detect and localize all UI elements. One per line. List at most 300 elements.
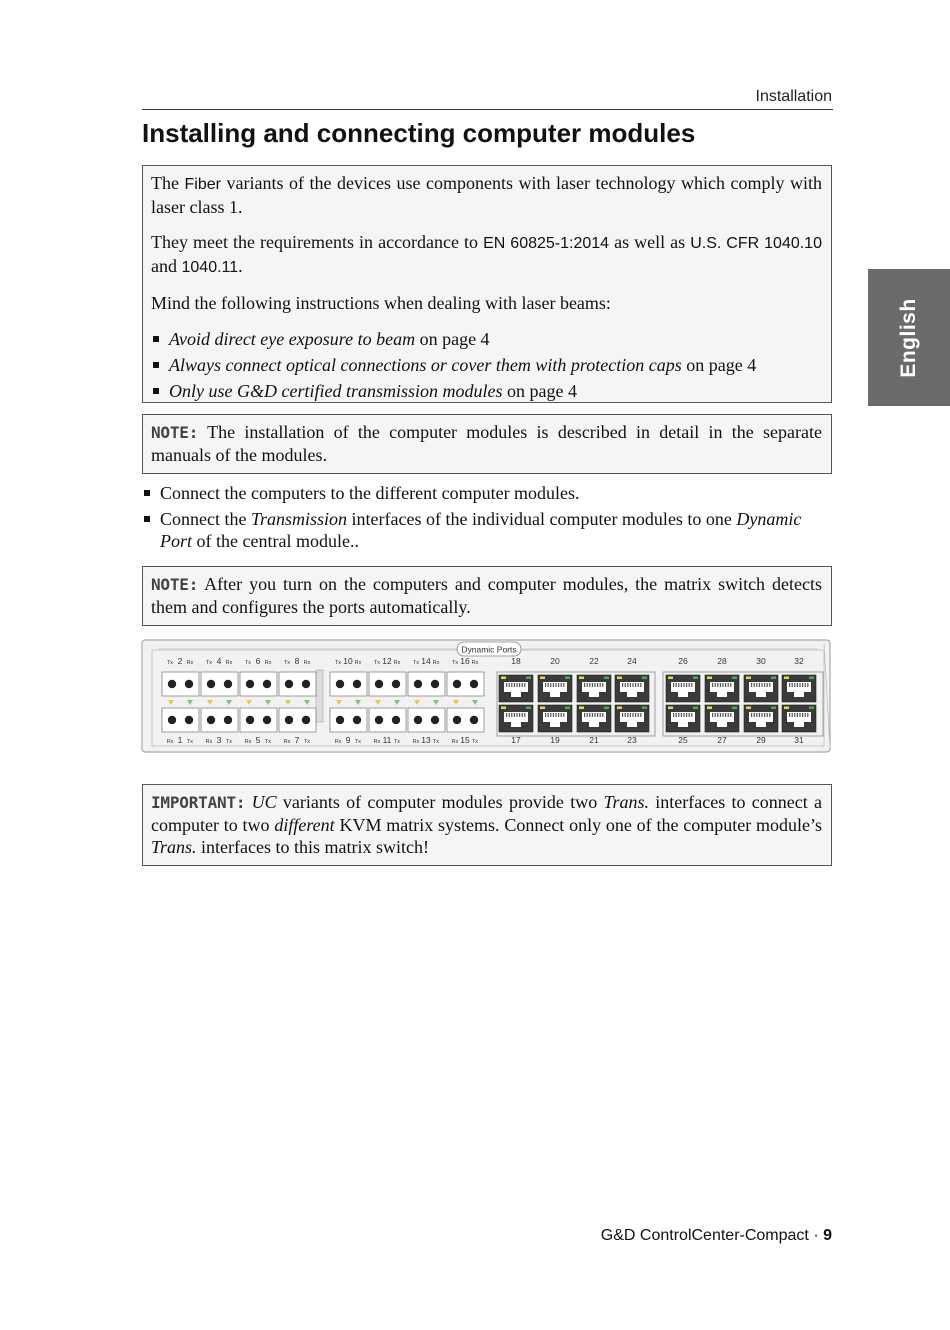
fiber-port-hole: [263, 680, 271, 688]
fiber-port-hole: [392, 680, 400, 688]
important-paragraph: [151, 791, 822, 858]
rj45-port-number-bottom: 25: [678, 735, 688, 745]
fiber-port-hole: [470, 680, 478, 688]
rj45-port-number-top: 24: [627, 656, 637, 666]
rj45-port-number-bottom: 17: [511, 735, 521, 745]
rj45-pin: [548, 713, 549, 717]
rj45-pin: [794, 683, 795, 687]
fiber-port-number-bottom: 11: [382, 735, 392, 745]
fiber-port-rx-label: Rx: [166, 739, 174, 745]
fiber-connector-top: [369, 672, 406, 696]
rj45-led-green: [642, 677, 647, 680]
rj45-pin: [764, 683, 765, 687]
rj45-pin: [561, 683, 562, 687]
rj45-pin: [767, 683, 768, 687]
rj45-pin: [799, 683, 800, 687]
cross-reference-link[interactable]: Avoid direct eye exposure to beam: [169, 329, 416, 349]
page-footer: [142, 1227, 832, 1245]
rj45-pin: [678, 683, 679, 687]
rj45-led-green: [565, 707, 570, 710]
rj45-pin: [792, 713, 793, 717]
fiber-port-hole: [453, 716, 461, 724]
rj45-latch-slot: [550, 692, 560, 697]
rj45-pin: [712, 713, 713, 717]
fiber-port-hole: [263, 716, 271, 724]
fiber-connector-top: [162, 672, 199, 696]
fiber-port-number-top: 8: [294, 656, 300, 666]
fiber-connector-bottom: [240, 708, 277, 732]
fiber-port-hole: [246, 716, 254, 724]
fiber-port-hole: [453, 680, 461, 688]
rj45-port-number-top: 20: [550, 656, 560, 666]
rj45-port-number-bottom: 29: [756, 735, 766, 745]
note-box-auto-config: [142, 566, 832, 626]
rj45-led-green: [604, 677, 609, 680]
rj45-pin: [767, 713, 768, 717]
fiber-port-hole: [431, 716, 439, 724]
fiber-port-rx-label: Rx: [303, 660, 311, 666]
rj45-pin: [511, 713, 512, 717]
rj45-latch-slot: [589, 722, 599, 727]
fiber-port-tx-label: Tx: [393, 739, 401, 745]
list-item: [151, 352, 822, 378]
rj45-pin: [622, 713, 623, 717]
rj45-pin: [717, 683, 718, 687]
rj45-pin: [759, 683, 760, 687]
rj45-pin: [553, 683, 554, 687]
rj45-pin: [802, 683, 803, 687]
laser-standards-paragraph: [151, 231, 822, 279]
rj45-led-yellow: [540, 677, 545, 680]
rj45-led-yellow: [617, 707, 622, 710]
rj45-led-yellow: [579, 677, 584, 680]
rj45-led-green: [642, 707, 647, 710]
fiber-connector-top: [408, 672, 445, 696]
rj45-latch-slot: [550, 722, 560, 727]
rj45-pin: [756, 683, 757, 687]
fiber-port-number-bottom: 9: [345, 735, 351, 745]
text: They meet the requirements in accordance to: [151, 232, 484, 252]
rj45-led-green: [526, 677, 531, 680]
rj45-latch-slot: [678, 722, 688, 727]
rj45-pin: [632, 713, 633, 717]
rj45-pin: [802, 713, 803, 717]
fiber-connector-top: [279, 672, 316, 696]
header-rule: [142, 109, 833, 110]
rj45-pin: [797, 713, 798, 717]
fiber-port-hole: [353, 716, 361, 724]
rj45-led-yellow: [668, 707, 673, 710]
rj45-pin: [683, 683, 684, 687]
rj45-pin: [587, 683, 588, 687]
rj45-pin: [511, 683, 512, 687]
fiber-port-hole: [302, 680, 310, 688]
rj45-pin: [764, 713, 765, 717]
fiber-port-hole: [414, 716, 422, 724]
fiber-connector-bottom: [447, 708, 484, 732]
rj45-latch-slot: [678, 692, 688, 697]
language-tab[interactable]: [868, 269, 950, 406]
laser-intro-paragraph: [151, 172, 822, 218]
fiber-port-hole: [414, 680, 422, 688]
page-number: 9: [823, 1227, 832, 1244]
rj45-led-yellow: [707, 707, 712, 710]
step-item: [142, 508, 832, 552]
rj45-pin: [751, 683, 752, 687]
fiber-port-rx-label: Rx: [283, 739, 291, 745]
note-paragraph: [151, 421, 822, 466]
fiber-port-hole: [168, 680, 176, 688]
rj45-led-green: [732, 707, 737, 710]
rj45-pin: [584, 683, 585, 687]
rj45-pin: [681, 683, 682, 687]
rj45-pin: [761, 683, 762, 687]
rj45-led-green: [565, 677, 570, 680]
page-title: Installing and connecting computer modules: [142, 118, 696, 148]
rj45-pin: [722, 683, 723, 687]
rj45-pin: [722, 713, 723, 717]
rj45-pin: [563, 683, 564, 687]
rj45-pin: [592, 713, 593, 717]
fiber-connector-top: [201, 672, 238, 696]
rj45-pin: [691, 713, 692, 717]
text: and: [151, 256, 182, 276]
fiber-port-rx-label: Rx: [244, 739, 252, 745]
rj45-led-yellow: [668, 677, 673, 680]
rj45-pin: [638, 713, 639, 717]
fiber-connector-bottom: [201, 708, 238, 732]
rj45-pin: [602, 683, 603, 687]
fiber-connector-bottom: [369, 708, 406, 732]
fiber-connector-bottom: [330, 708, 367, 732]
keyword-cfr-standard-2: 1040.11: [181, 259, 239, 276]
fiber-port-number-top: 16: [460, 656, 470, 666]
fiber-port-hole: [224, 680, 232, 688]
important-label: IMPORTANT:: [151, 793, 246, 812]
page-reference: on page 4: [681, 355, 757, 375]
rj45-pin: [622, 683, 623, 687]
rj45-pin: [686, 713, 687, 717]
rj45-pin: [558, 713, 559, 717]
fiber-port-tx-label: Tx: [412, 660, 420, 666]
fiber-port-rx-label: Rx: [471, 660, 479, 666]
rj45-pin: [625, 713, 626, 717]
rj45-pin: [597, 683, 598, 687]
rj45-pin: [678, 713, 679, 717]
rj45-pin: [638, 683, 639, 687]
term-dynamic-port: Dynamic Port: [160, 509, 802, 551]
rj45-latch-slot: [511, 692, 521, 697]
fiber-port-rx-label: Rx: [264, 660, 272, 666]
fiber-port-tx-label: Tx: [186, 739, 194, 745]
rj45-pin: [524, 713, 525, 717]
rj45-pin: [789, 713, 790, 717]
fiber-port-hole: [224, 716, 232, 724]
fiber-port-hole: [285, 716, 293, 724]
text: interfaces of the individual computer modules to one: [347, 509, 737, 529]
rj45-port-number-bottom: 21: [589, 735, 599, 745]
fiber-port-number-top: 2: [177, 656, 183, 666]
panel-divider-label-strip: [316, 670, 323, 722]
rj45-pin: [673, 713, 674, 717]
term-different: different: [274, 815, 335, 835]
rj45-pin: [550, 713, 551, 717]
fiber-port-number-bottom: 13: [421, 735, 431, 745]
fiber-port-hole: [375, 680, 383, 688]
keyword-en-standard: EN 60825-1:2014: [483, 235, 610, 252]
rj45-pin: [769, 683, 770, 687]
rj45-pin: [600, 683, 601, 687]
text: .: [238, 256, 243, 276]
rj45-led-green: [604, 707, 609, 710]
rj45-pin: [715, 713, 716, 717]
keyword-fiber: Fiber: [184, 176, 221, 193]
rj45-port-number-bottom: 31: [794, 735, 804, 745]
language-tab-label: English: [897, 297, 920, 378]
rj45-pin: [720, 713, 721, 717]
rj45-pin: [516, 683, 517, 687]
fiber-port-hole: [353, 680, 361, 688]
fiber-port-hole: [392, 716, 400, 724]
rj45-pin: [514, 683, 515, 687]
rj45-pin: [584, 713, 585, 717]
rj45-pin: [689, 713, 690, 717]
rj45-pin: [805, 713, 806, 717]
rj45-pin: [625, 683, 626, 687]
rj45-latch-slot: [794, 722, 804, 727]
rj45-led-green: [693, 677, 698, 680]
rj45-pin: [728, 713, 729, 717]
fiber-port-tx-label: Tx: [354, 739, 362, 745]
rj45-port-number-top: 18: [511, 656, 521, 666]
rj45-pin: [807, 683, 808, 687]
fiber-port-number-top: 6: [255, 656, 261, 666]
fiber-connector-bottom: [162, 708, 199, 732]
rj45-pin: [799, 713, 800, 717]
rj45-pin: [545, 713, 546, 717]
rj45-led-yellow: [501, 677, 506, 680]
text: KVM matrix systems. Connect only one of the computer module’s: [334, 815, 822, 835]
rj45-pin: [730, 713, 731, 717]
fiber-connector-bottom: [279, 708, 316, 732]
cross-reference-link[interactable]: Only use G&D certified transmission modules: [169, 381, 503, 401]
fiber-port-hole: [336, 716, 344, 724]
rj45-pin: [797, 683, 798, 687]
fiber-port-hole: [207, 680, 215, 688]
fiber-port-rx-label: Rx: [186, 660, 194, 666]
rj45-pin: [673, 683, 674, 687]
fiber-port-number-top: 4: [216, 656, 222, 666]
text: of the central module..: [192, 531, 359, 551]
rj45-pin: [754, 713, 755, 717]
rj45-pin: [561, 713, 562, 717]
device-front-panel-illustration: [140, 636, 834, 756]
important-box: [142, 784, 832, 866]
rj45-pin: [751, 713, 752, 717]
rj45-led-yellow: [707, 677, 712, 680]
rj45-pin: [553, 713, 554, 717]
rj45-pin: [807, 713, 808, 717]
text: The: [151, 173, 185, 193]
rj45-pin: [728, 683, 729, 687]
rj45-pin: [519, 713, 520, 717]
dynamic-ports-label: Dynamic Ports: [461, 644, 517, 655]
fiber-port-number-bottom: 3: [216, 735, 222, 745]
fiber-connector-bottom: [408, 708, 445, 732]
fiber-port-hole: [168, 716, 176, 724]
fiber-port-number-top: 12: [382, 656, 392, 666]
rj45-led-green: [526, 707, 531, 710]
fiber-connector-top: [447, 672, 484, 696]
term-uc: UC: [251, 792, 277, 812]
rj45-latch-slot: [756, 692, 766, 697]
steps-list: [142, 482, 832, 552]
connection-steps: [142, 482, 832, 556]
rj45-pin: [516, 713, 517, 717]
note-box-installation: [142, 414, 832, 474]
term-trans: Trans.: [151, 837, 197, 857]
fiber-port-number-bottom: 5: [255, 735, 261, 745]
rj45-pin: [548, 683, 549, 687]
rj45-led-green: [732, 677, 737, 680]
rj45-pin: [630, 713, 631, 717]
rj45-pin: [769, 713, 770, 717]
header-section-label: Installation: [755, 88, 832, 105]
rj45-port-number-top: 28: [717, 656, 727, 666]
term-transmission: Transmission: [250, 509, 348, 529]
text: variants of the devices use components with laser technology which comply with laser class 1.: [151, 173, 822, 217]
rj45-pin: [509, 683, 510, 687]
rj45-led-yellow: [746, 707, 751, 710]
fiber-port-hole: [185, 680, 193, 688]
fiber-port-hole: [246, 680, 254, 688]
step-item: Connect the computers to the different computer modules.: [142, 482, 832, 504]
fiber-port-rx-label: Rx: [393, 660, 401, 666]
rj45-pin: [789, 683, 790, 687]
rj45-pin: [627, 683, 628, 687]
rj45-pin: [602, 713, 603, 717]
rj45-pin: [627, 713, 628, 717]
fiber-port-number-top: 10: [343, 656, 353, 666]
rj45-pin: [558, 683, 559, 687]
rj45-led-yellow: [579, 707, 584, 710]
rj45-pin: [689, 683, 690, 687]
rj45-pin: [632, 683, 633, 687]
fiber-port-number-bottom: 7: [294, 735, 300, 745]
rj45-led-green: [809, 707, 814, 710]
rj45-pin: [754, 683, 755, 687]
rj45-pin: [630, 683, 631, 687]
rj45-pin: [597, 713, 598, 717]
text: interfaces to this matrix switch!: [196, 837, 429, 857]
rj45-led-green: [771, 677, 776, 680]
rj45-port-number-top: 32: [794, 656, 804, 666]
rj45-pin: [563, 713, 564, 717]
fiber-port-rx-label: Rx: [373, 739, 381, 745]
fiber-port-rx-label: Rx: [432, 660, 440, 666]
term-trans: Trans.: [603, 792, 649, 812]
rj45-pin: [681, 713, 682, 717]
laser-safety-box: [142, 165, 832, 403]
rj45-pin: [550, 683, 551, 687]
rj45-led-green: [771, 707, 776, 710]
rj45-led-yellow: [501, 707, 506, 710]
rj45-pin: [519, 683, 520, 687]
rj45-pin: [506, 713, 507, 717]
fiber-port-tx-label: Tx: [264, 739, 272, 745]
fiber-port-tx-label: Tx: [166, 660, 174, 666]
rj45-pin: [730, 683, 731, 687]
rj45-pin: [514, 713, 515, 717]
rj45-pin: [555, 683, 556, 687]
rj45-pin: [761, 713, 762, 717]
rj45-latch-slot: [794, 692, 804, 697]
fiber-port-number-bottom: 1: [177, 735, 183, 745]
rj45-pin: [691, 683, 692, 687]
fiber-port-number-top: 14: [421, 656, 431, 666]
rj45-pin: [640, 683, 641, 687]
fiber-port-hole: [431, 680, 439, 688]
page-reference: on page 4: [502, 381, 577, 401]
fiber-port-tx-label: Tx: [283, 660, 291, 666]
rj45-latch-slot: [756, 722, 766, 727]
fiber-port-rx-label: Rx: [225, 660, 233, 666]
rj45-pin: [594, 713, 595, 717]
laser-instructions-lead: Mind the following instructions when dealing with laser beams:: [151, 293, 611, 313]
rj45-pin: [555, 713, 556, 717]
rj45-port-number-bottom: 23: [627, 735, 637, 745]
fiber-connector-top: [240, 672, 277, 696]
rj45-led-green: [693, 707, 698, 710]
text: Connect the: [160, 509, 251, 529]
rj45-led-yellow: [540, 707, 545, 710]
rj45-pin: [676, 713, 677, 717]
fiber-port-hole: [336, 680, 344, 688]
text: as well as: [609, 232, 691, 252]
rj45-pin: [683, 713, 684, 717]
rj45-pin: [759, 713, 760, 717]
fiber-port-hole: [285, 680, 293, 688]
rj45-pin: [805, 683, 806, 687]
rj45-led-yellow: [746, 677, 751, 680]
rj45-latch-slot: [589, 692, 599, 697]
rj45-pin: [720, 683, 721, 687]
rj45-pin: [794, 713, 795, 717]
fiber-port-rx-label: Rx: [451, 739, 459, 745]
rj45-pin: [589, 713, 590, 717]
rj45-pin: [792, 683, 793, 687]
rj45-pin: [725, 683, 726, 687]
fiber-port-tx-label: Tx: [471, 739, 479, 745]
rj45-latch-slot: [627, 722, 637, 727]
list-item: [151, 378, 822, 404]
fiber-port-tx-label: Tx: [303, 739, 311, 745]
rj45-pin: [717, 713, 718, 717]
rj45-pin: [715, 683, 716, 687]
rj45-port-number-bottom: 19: [550, 735, 560, 745]
rj45-port-number-bottom: 27: [717, 735, 727, 745]
rj45-pin: [725, 713, 726, 717]
rj45-latch-slot: [717, 722, 727, 727]
rj45-pin: [545, 683, 546, 687]
rj45-pin: [756, 713, 757, 717]
fiber-port-rx-label: Rx: [334, 739, 342, 745]
rj45-led-yellow: [617, 677, 622, 680]
fiber-port-number-bottom: 15: [460, 735, 470, 745]
note-text: The installation of the computer modules is described in detail in the separate manuals of the modules.: [151, 422, 822, 465]
cross-reference-link[interactable]: Always connect optical connections or cover them with protection caps: [169, 355, 682, 375]
rj45-pin: [686, 683, 687, 687]
